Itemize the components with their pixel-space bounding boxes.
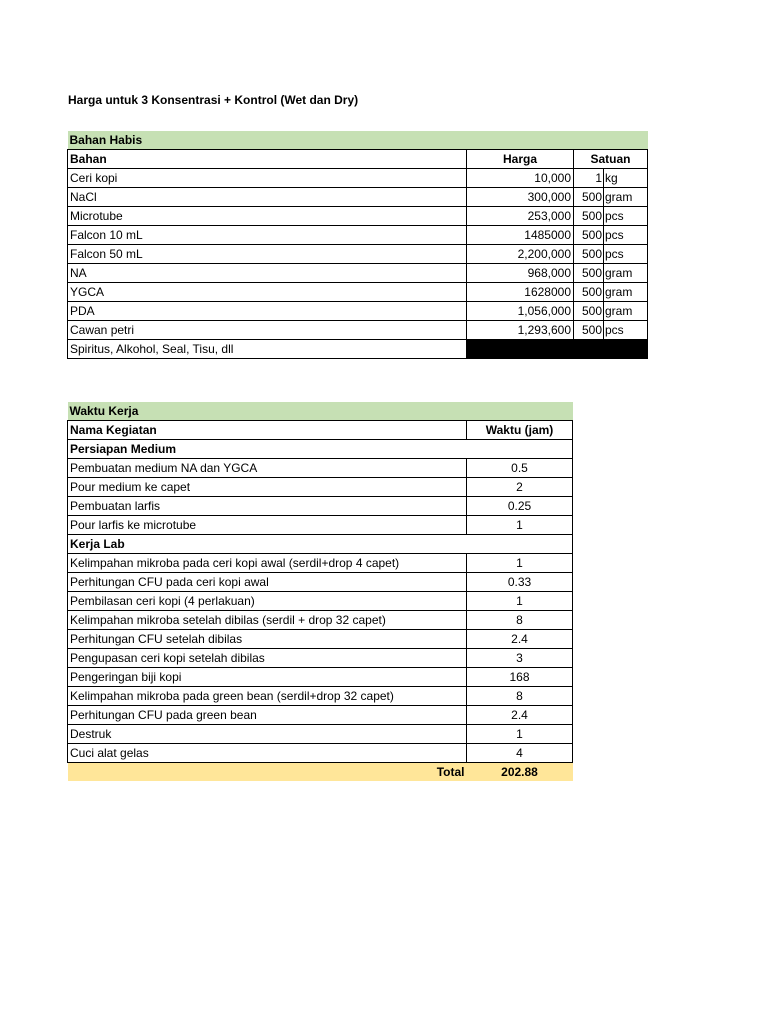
harga-cell: 1,056,000 (467, 302, 574, 321)
table-row (68, 207, 648, 226)
qty-cell: 500 (574, 321, 604, 340)
table-row (68, 554, 573, 573)
unit-cell: pcs (604, 245, 648, 264)
kegiatan-cell: Pengeringan biji kopi (68, 668, 467, 687)
harga-cell: 300,000 (467, 188, 574, 207)
bahan-name-cell: Ceri kopi (68, 169, 467, 188)
waktu-cell: 8 (467, 611, 573, 630)
qty-cell: 500 (574, 264, 604, 283)
harga-cell: 10,000 (467, 169, 574, 188)
qty-cell: 500 (574, 302, 604, 321)
kegiatan-cell: Kelimpahan mikroba setelah dibilas (serdil + drop 32 capet) (68, 611, 467, 630)
kegiatan-cell: Kelimpahan mikroba pada green bean (serdil+drop 32 capet) (68, 687, 467, 706)
waktu-cell: 1 (467, 554, 573, 573)
header-harga: Harga (467, 150, 574, 169)
waktu-cell: 3 (467, 649, 573, 668)
table-row (68, 459, 573, 478)
page-title: Harga untuk 3 Konsentrasi + Kontrol (Wet dan Dry) (68, 93, 359, 107)
table-row (68, 245, 648, 264)
waktu-cell: 0.33 (467, 573, 573, 592)
table-row (68, 497, 573, 516)
bahan-name-cell: NaCl (68, 188, 467, 207)
table-row (68, 321, 648, 340)
table-row (68, 340, 648, 359)
header-waktu: Waktu (jam) (467, 421, 573, 440)
qty-cell: 500 (574, 226, 604, 245)
table-row (68, 687, 573, 706)
masked-cell (467, 340, 648, 359)
unit-cell: gram (604, 264, 648, 283)
table-row (68, 706, 573, 725)
bahan-name-cell: PDA (68, 302, 467, 321)
waktu-cell: 1 (467, 592, 573, 611)
kegiatan-cell: Pembilasan ceri kopi (4 perlakuan) (68, 592, 467, 611)
unit-cell: kg (604, 169, 648, 188)
table-row (68, 630, 573, 649)
unit-cell: gram (604, 302, 648, 321)
bahan-name-cell: Microtube (68, 207, 467, 226)
table-row (68, 668, 573, 687)
total-value: 202.88 (467, 763, 573, 782)
group-label: Kerja Lab (68, 535, 573, 554)
bahan-habis-table (67, 131, 648, 359)
section-label: Waktu Kerja (68, 402, 573, 421)
bahan-column-headers (68, 150, 648, 169)
unit-cell: pcs (604, 207, 648, 226)
waktu-cell: 0.5 (467, 459, 573, 478)
waktu-kerja-table (67, 402, 573, 781)
section-label: Bahan Habis (68, 131, 648, 150)
kegiatan-cell: Perhitungan CFU pada ceri kopi awal (68, 573, 467, 592)
bahan-name-cell: Falcon 50 mL (68, 245, 467, 264)
bahan-habis-section-header (68, 131, 648, 150)
kegiatan-cell: Kelimpahan mikroba pada ceri kopi awal (serdil+drop 4 capet) (68, 554, 467, 573)
harga-cell: 1628000 (467, 283, 574, 302)
harga-cell: 253,000 (467, 207, 574, 226)
kegiatan-cell: Pembuatan medium NA dan YGCA (68, 459, 467, 478)
unit-cell: pcs (604, 321, 648, 340)
kegiatan-cell: Perhitungan CFU setelah dibilas (68, 630, 467, 649)
table-row (68, 573, 573, 592)
unit-cell: gram (604, 283, 648, 302)
table-row (68, 264, 648, 283)
unit-cell: gram (604, 188, 648, 207)
qty-cell: 1 (574, 169, 604, 188)
table-row (68, 188, 648, 207)
kegiatan-cell: Pour medium ke capet (68, 478, 467, 497)
waktu-cell: 2.4 (467, 630, 573, 649)
group-header-row (68, 440, 573, 459)
header-bahan: Bahan (68, 150, 467, 169)
table-row (68, 611, 573, 630)
group-label: Persiapan Medium (68, 440, 573, 459)
bahan-name-cell: Cawan petri (68, 321, 467, 340)
waktu-column-headers (68, 421, 573, 440)
table-row (68, 744, 573, 763)
bahan-name-cell: YGCA (68, 283, 467, 302)
table-row (68, 649, 573, 668)
qty-cell: 500 (574, 207, 604, 226)
kegiatan-cell: Perhitungan CFU pada green bean (68, 706, 467, 725)
harga-cell: 1485000 (467, 226, 574, 245)
bahan-name-cell: NA (68, 264, 467, 283)
waktu-kerja-section-header (68, 402, 573, 421)
waktu-cell: 4 (467, 744, 573, 763)
harga-cell: 1,293,600 (467, 321, 574, 340)
kegiatan-cell: Pengupasan ceri kopi setelah dibilas (68, 649, 467, 668)
waktu-cell: 0.25 (467, 497, 573, 516)
kegiatan-cell: Cuci alat gelas (68, 744, 467, 763)
harga-cell: 2,200,000 (467, 245, 574, 264)
table-row (68, 725, 573, 744)
kegiatan-cell: Pour larfis ke microtube (68, 516, 467, 535)
waktu-cell: 8 (467, 687, 573, 706)
bahan-name-cell: Falcon 10 mL (68, 226, 467, 245)
waktu-cell: 1 (467, 516, 573, 535)
table-row (68, 226, 648, 245)
table-row (68, 516, 573, 535)
waktu-cell: 2 (467, 478, 573, 497)
kegiatan-cell: Destruk (68, 725, 467, 744)
waktu-cell: 1 (467, 725, 573, 744)
header-nama-kegiatan: Nama Kegiatan (68, 421, 467, 440)
table-row (68, 592, 573, 611)
table-row (68, 478, 573, 497)
qty-cell: 500 (574, 188, 604, 207)
kegiatan-cell: Pembuatan larfis (68, 497, 467, 516)
waktu-cell: 2.4 (467, 706, 573, 725)
bahan-name-cell: Spiritus, Alkohol, Seal, Tisu, dll (68, 340, 467, 359)
total-row (68, 763, 573, 782)
total-label: Total (68, 763, 467, 782)
qty-cell: 500 (574, 245, 604, 264)
group-header-row (68, 535, 573, 554)
table-row (68, 302, 648, 321)
header-satuan: Satuan (574, 150, 648, 169)
table-row (68, 283, 648, 302)
qty-cell: 500 (574, 283, 604, 302)
waktu-cell: 168 (467, 668, 573, 687)
unit-cell: pcs (604, 226, 648, 245)
table-row (68, 169, 648, 188)
harga-cell: 968,000 (467, 264, 574, 283)
